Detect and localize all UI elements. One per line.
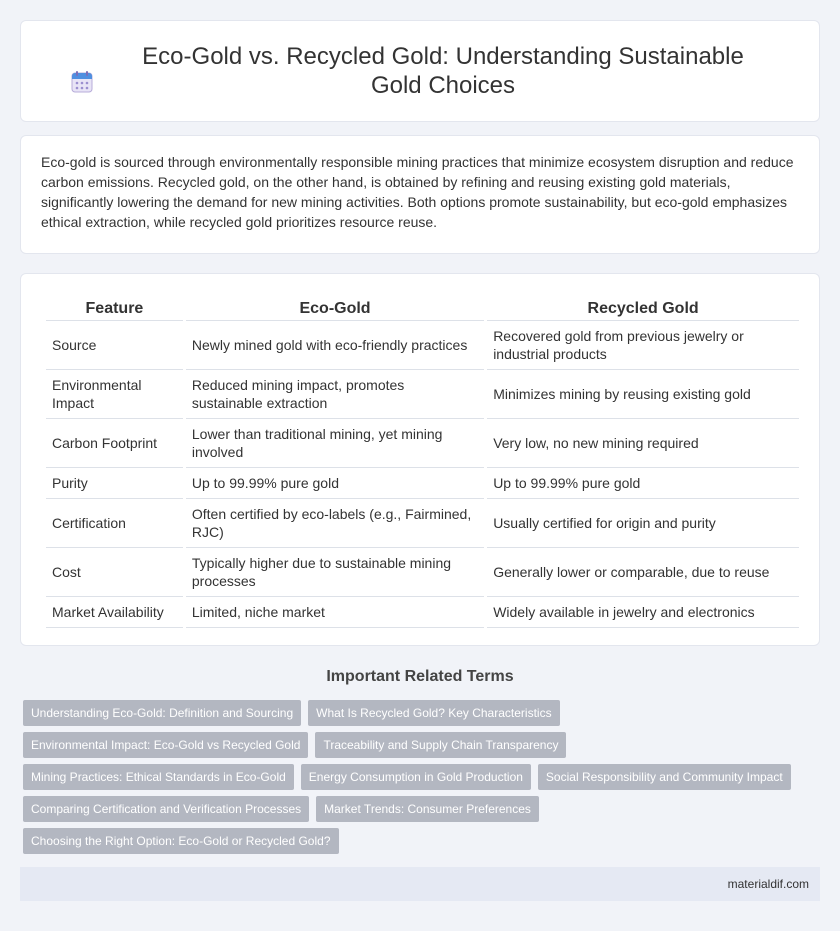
- recycled-gold-cell: Usually certified for origin and purity: [486, 498, 799, 547]
- feature-cell: Carbon Footprint: [45, 418, 185, 467]
- eco-gold-cell: Typically higher due to sustainable mining processes: [184, 547, 485, 596]
- header-card: [20, 20, 820, 122]
- eco-gold-cell: Lower than traditional mining, yet mining involved: [184, 418, 485, 467]
- eco-gold-cell: Limited, niche market: [184, 596, 485, 627]
- feature-cell: Certification: [45, 498, 185, 547]
- recycled-gold-cell: Very low, no new mining required: [486, 418, 799, 467]
- table-row: [45, 596, 800, 627]
- comparison-table: [43, 294, 799, 628]
- feature-cell: Purity: [45, 467, 185, 498]
- recycled-gold-cell: Minimizes mining by reusing existing gold: [486, 369, 799, 418]
- related-term-tag[interactable]: Understanding Eco-Gold: Definition and Sourcing: [23, 700, 301, 726]
- title-wrap: [70, 42, 770, 100]
- table-row: [45, 369, 800, 418]
- table-row: [45, 498, 800, 547]
- related-term-tag[interactable]: Energy Consumption in Gold Production: [301, 764, 531, 790]
- intro-card: [20, 135, 820, 254]
- recycled-gold-cell: Recovered gold from previous jewelry or industrial products: [486, 320, 799, 369]
- tag-row: [23, 764, 823, 790]
- comparison-table-card: [20, 273, 820, 646]
- table-row: [45, 547, 800, 596]
- feature-cell: Cost: [45, 547, 185, 596]
- feature-cell: Environmental Impact: [45, 369, 185, 418]
- related-term-tag[interactable]: Market Trends: Consumer Preferences: [316, 796, 539, 822]
- table-row: [45, 320, 800, 369]
- footer: [20, 867, 820, 901]
- recycled-gold-cell: Widely available in jewelry and electronics: [486, 596, 799, 627]
- feature-cell: Market Availability: [45, 596, 185, 627]
- related-term-tag[interactable]: Choosing the Right Option: Eco-Gold or Recycled Gold?: [23, 828, 339, 854]
- tag-row: [23, 700, 823, 726]
- eco-gold-cell: Newly mined gold with eco-friendly practices: [184, 320, 485, 369]
- table-header-row: [45, 294, 800, 320]
- related-term-tag[interactable]: Social Responsibility and Community Impact: [538, 764, 791, 790]
- eco-gold-cell: Up to 99.99% pure gold: [184, 467, 485, 498]
- related-terms-list: [23, 700, 823, 860]
- page-title: Eco-Gold vs. Recycled Gold: Understanding Sustainable Gold Choices: [142, 43, 744, 99]
- related-term-tag[interactable]: What Is Recycled Gold? Key Characteristics: [308, 700, 559, 726]
- tag-row: [23, 828, 823, 854]
- related-term-tag[interactable]: Environmental Impact: Eco-Gold vs Recycled Gold: [23, 732, 308, 758]
- related-term-tag[interactable]: Traceability and Supply Chain Transparency: [315, 732, 566, 758]
- eco-gold-cell: Often certified by eco-labels (e.g., Fairmined, RJC): [184, 498, 485, 547]
- related-term-tag[interactable]: Mining Practices: Ethical Standards in Eco-Gold: [23, 764, 294, 790]
- recycled-gold-cell: Generally lower or comparable, due to reuse: [486, 547, 799, 596]
- tag-row: [23, 796, 823, 822]
- tag-row: [23, 732, 823, 758]
- column-header-eco-gold: Eco-Gold: [184, 294, 485, 320]
- table-row: [45, 418, 800, 467]
- eco-gold-cell: Reduced mining impact, promotes sustainable extraction: [184, 369, 485, 418]
- column-header-recycled-gold: Recycled Gold: [486, 294, 799, 320]
- feature-cell: Source: [45, 320, 185, 369]
- recycled-gold-cell: Up to 99.99% pure gold: [486, 467, 799, 498]
- related-term-tag[interactable]: Comparing Certification and Verification Processes: [23, 796, 309, 822]
- column-header-feature: Feature: [45, 294, 185, 320]
- calendar-icon: [70, 70, 94, 94]
- intro-text: Eco-gold is sourced through environmentally responsible mining practices that minimize ecosystem disruption and reduce carbon emissions. Recycled gold, on the other hand, is obtained by refining and reusing existing gold materials, significantly lowering the demand for new mining activities. Both options promote sustainability, but eco-gold emphasizes ethical extraction, while recycled gold prioritizes resource reuse.: [41, 154, 794, 230]
- footer-site-link[interactable]: materialdif.com: [727, 877, 809, 891]
- table-row: [45, 467, 800, 498]
- related-terms-title: Important Related Terms: [326, 668, 514, 685]
